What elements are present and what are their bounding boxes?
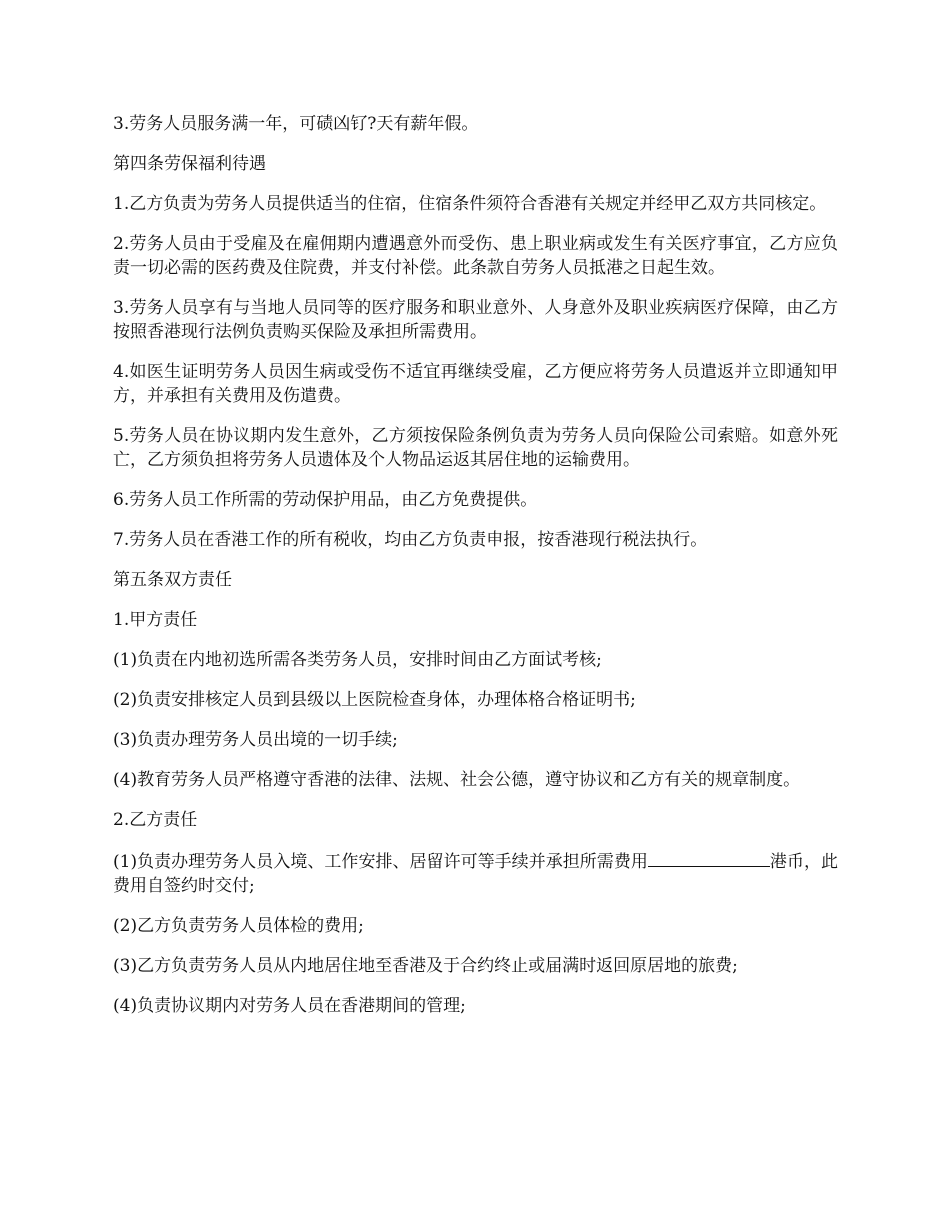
subheading-party-b: 2.乙方责任 (113, 810, 198, 830)
clause-protective-equipment: 6.劳务人员工作所需的劳动保护用品，由乙方免费提供。 (113, 490, 538, 510)
fee-clause-currency: 港币，此费用自签约时交付; (113, 852, 838, 896)
clause-medical-costs: 2.劳务人员由于受雇及在雇佣期内遭遇意外而受伤、患上职业病或发生有关医疗事宜，乙方应负责一切必需的医药费及住院费，并支付补偿。此条款自劳务人员抵港之日起生效。 (113, 234, 838, 278)
clause-annual-leave: 3.劳务人员服务满一年，可碛凶钌?天有薪年假。 (113, 114, 479, 134)
clause-repatriation: 4.如医生证明劳务人员因生病或受伤不适宜再继续受雇，乙方便应将劳务人员遣返并立即通知甲方，并承担有关费用及伤遣费。 (113, 362, 838, 406)
party-b-duty-2: (2)乙方负责劳务人员体检的费用; (113, 916, 364, 936)
clause-accident-claim: 5.劳务人员在协议期内发生意外，乙方须按保险条例负责为劳务人员向保险公司索赔。如意外死亡，乙方须负担将劳务人员遗体及个人物品运返其居住地的运输费用。 (113, 426, 838, 470)
section-heading-article-5: 第五条双方责任 (113, 570, 232, 590)
party-b-duty-4: (4)负责协议期内对劳务人员在香港期间的管理; (113, 996, 466, 1016)
subheading-party-a: 1.甲方责任 (113, 610, 198, 630)
section-heading-article-4: 第四条劳保福利待遇 (113, 154, 266, 174)
clause-accommodation: 1.乙方负责为劳务人员提供适当的住宿，住宿条件须符合香港有关规定并经甲乙双方共同核定。 (113, 194, 827, 214)
fee-clause-text: (1)负责办理劳务人员入境、工作安排、居留许可等手续并承担所需费用 (113, 852, 648, 872)
party-a-duty-1: (1)负责在内地初选所需各类劳务人员，安排时间由乙方面试考核; (113, 650, 602, 670)
clause-insurance: 3.劳务人员享有与当地人员同等的医疗服务和职业意外、人身意外及职业疾病医疗保障，由乙方按照香港现行法例负责购买保险及承担所需费用。 (113, 298, 838, 342)
party-a-duty-2: (2)负责安排核定人员到县级以上医院检查身体，办理体格合格证明书; (113, 690, 636, 710)
party-a-duty-4: (4)教育劳务人员严格遵守香港的法律、法规、社会公德，遵守协议和乙方有关的规章制度。 (113, 770, 801, 790)
party-b-duty-3: (3)乙方负责劳务人员从内地居住地至香港及于合约终止或届满时返回原居地的旅费; (113, 956, 738, 976)
party-b-duty-1 (113, 848, 838, 898)
document-body (113, 112, 838, 1034)
fee-amount-blank[interactable] (648, 848, 770, 867)
party-a-duty-3: (3)负责办理劳务人员出境的一切手续; (113, 730, 398, 750)
clause-taxes: 7.劳务人员在香港工作的所有税收，均由乙方负责申报，按香港现行税法执行。 (113, 530, 708, 550)
